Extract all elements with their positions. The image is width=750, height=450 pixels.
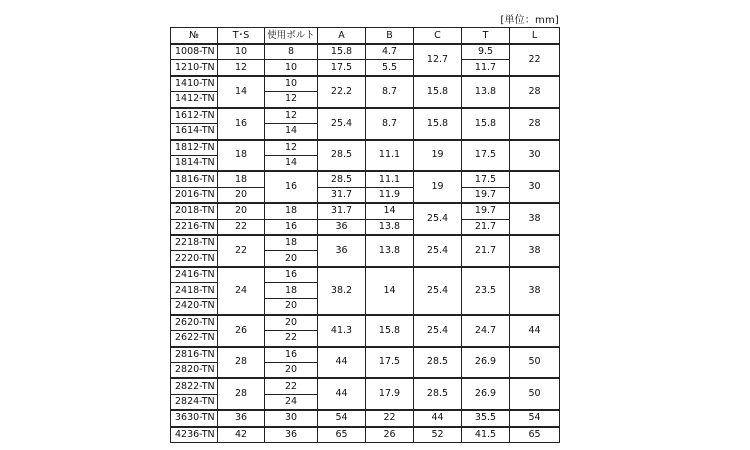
part-no-cell: 2420-TN [171, 299, 218, 315]
t-cell: 13.8 [462, 76, 510, 108]
bolt-cell: 30 [265, 410, 318, 426]
part-no-cell: 3630-TN [171, 410, 218, 426]
ts-cell: 28 [218, 347, 265, 379]
a-cell: 28.5 [318, 140, 366, 172]
l-cell: 22 [510, 44, 560, 76]
part-no-cell: 2418-TN [171, 283, 218, 299]
ts-cell: 20 [218, 203, 265, 219]
t-cell: 17.5 [462, 171, 510, 187]
ts-cell: 18 [218, 140, 265, 172]
b-cell: 11.1 [366, 171, 414, 187]
bolt-cell: 16 [265, 347, 318, 363]
t-cell: 21.7 [462, 219, 510, 235]
a-cell: 44 [318, 378, 366, 410]
ts-cell: 22 [218, 219, 265, 235]
table-row [171, 140, 560, 156]
spec-table [170, 27, 560, 443]
b-cell: 14 [366, 203, 414, 219]
a-cell: 54 [318, 410, 366, 426]
l-cell: 38 [510, 203, 560, 235]
ts-cell: 12 [218, 60, 265, 76]
part-no-cell: 2816-TN [171, 347, 218, 363]
l-cell: 50 [510, 378, 560, 410]
a-cell: 22.2 [318, 76, 366, 108]
a-cell: 15.8 [318, 44, 366, 60]
bolt-cell: 20 [265, 315, 318, 331]
ts-cell: 22 [218, 235, 265, 267]
part-no-cell: 2220-TN [171, 251, 218, 267]
header-b: B [366, 28, 414, 45]
c-cell: 25.4 [414, 315, 462, 347]
bolt-cell: 18 [265, 203, 318, 219]
bolt-cell: 14 [265, 155, 318, 171]
part-no-cell: 1412-TN [171, 92, 218, 108]
bolt-cell: 12 [265, 92, 318, 108]
b-cell: 22 [366, 410, 414, 426]
part-no-cell: 1614-TN [171, 124, 218, 140]
ts-cell: 36 [218, 410, 265, 426]
a-cell: 17.5 [318, 60, 366, 76]
t-cell: 11.7 [462, 60, 510, 76]
l-cell: 50 [510, 347, 560, 379]
t-cell: 41.5 [462, 427, 510, 443]
a-cell: 25.4 [318, 108, 366, 140]
c-cell: 19 [414, 171, 462, 203]
c-cell: 52 [414, 427, 462, 443]
a-cell: 31.7 [318, 203, 366, 219]
bolt-cell: 10 [265, 60, 318, 76]
a-cell: 41.3 [318, 315, 366, 347]
header-l: L [510, 28, 560, 45]
a-cell: 28.5 [318, 171, 366, 187]
part-no-cell: 2216-TN [171, 219, 218, 235]
part-no-cell: 1410-TN [171, 76, 218, 92]
part-no-cell: 2620-TN [171, 315, 218, 331]
table-row [171, 267, 560, 283]
header-ts: T･S [218, 28, 265, 45]
l-cell: 54 [510, 410, 560, 426]
part-no-cell: 2218-TN [171, 235, 218, 251]
t-cell: 21.7 [462, 235, 510, 267]
table-row [171, 219, 560, 235]
bolt-cell: 12 [265, 140, 318, 156]
part-no-cell: 1210-TN [171, 60, 218, 76]
c-cell: 25.4 [414, 203, 462, 235]
table-row [171, 108, 560, 124]
unit-note: [単位：mm] [500, 15, 559, 26]
header-t: T [462, 28, 510, 45]
ts-cell: 26 [218, 315, 265, 347]
bolt-cell: 12 [265, 108, 318, 124]
table-row [171, 347, 560, 363]
c-cell: 25.4 [414, 235, 462, 267]
header-bolt: 使用ボルト [265, 28, 318, 45]
t-cell: 15.8 [462, 108, 510, 140]
b-cell: 5.5 [366, 60, 414, 76]
c-cell: 12.7 [414, 44, 462, 76]
ts-cell: 10 [218, 44, 265, 60]
table-body [171, 44, 560, 443]
table-row [171, 315, 560, 331]
b-cell: 11.1 [366, 140, 414, 172]
header-row [171, 28, 560, 45]
table-row [171, 378, 560, 394]
t-cell: 26.9 [462, 378, 510, 410]
bolt-cell: 22 [265, 378, 318, 394]
a-cell: 36 [318, 219, 366, 235]
bolt-cell: 14 [265, 124, 318, 140]
bolt-cell: 18 [265, 235, 318, 251]
table-row [171, 235, 560, 251]
l-cell: 38 [510, 235, 560, 267]
c-cell: 44 [414, 410, 462, 426]
part-no-cell: 1816-TN [171, 171, 218, 187]
table-row [171, 203, 560, 219]
table-row [171, 410, 560, 426]
c-cell: 28.5 [414, 378, 462, 410]
bolt-cell: 22 [265, 331, 318, 347]
bolt-cell: 24 [265, 394, 318, 410]
part-no-cell: 1814-TN [171, 155, 218, 171]
l-cell: 30 [510, 171, 560, 203]
part-no-cell: 2018-TN [171, 203, 218, 219]
c-cell: 15.8 [414, 108, 462, 140]
l-cell: 44 [510, 315, 560, 347]
b-cell: 13.8 [366, 235, 414, 267]
part-no-cell: 2622-TN [171, 331, 218, 347]
header-a: A [318, 28, 366, 45]
a-cell: 31.7 [318, 187, 366, 203]
t-cell: 26.9 [462, 347, 510, 379]
a-cell: 65 [318, 427, 366, 443]
l-cell: 38 [510, 267, 560, 315]
ts-cell: 14 [218, 76, 265, 108]
ts-cell: 28 [218, 378, 265, 410]
t-cell: 24.7 [462, 315, 510, 347]
part-no-cell: 1612-TN [171, 108, 218, 124]
b-cell: 8.7 [366, 108, 414, 140]
bolt-cell: 16 [265, 267, 318, 283]
part-no-cell: 2016-TN [171, 187, 218, 203]
l-cell: 30 [510, 140, 560, 172]
b-cell: 11.9 [366, 187, 414, 203]
t-cell: 19.7 [462, 187, 510, 203]
ts-cell: 42 [218, 427, 265, 443]
ts-cell: 24 [218, 267, 265, 315]
b-cell: 8.7 [366, 76, 414, 108]
b-cell: 13.8 [366, 219, 414, 235]
t-cell: 19.7 [462, 203, 510, 219]
part-no-cell: 1008-TN [171, 44, 218, 60]
l-cell: 65 [510, 427, 560, 443]
a-cell: 38.2 [318, 267, 366, 315]
table-row [171, 76, 560, 92]
table-row [171, 171, 560, 187]
part-no-cell: 2416-TN [171, 267, 218, 283]
c-cell: 19 [414, 140, 462, 172]
t-cell: 17.5 [462, 140, 510, 172]
ts-cell: 18 [218, 171, 265, 187]
ts-cell: 16 [218, 108, 265, 140]
table-row [171, 427, 560, 443]
a-cell: 36 [318, 235, 366, 267]
bolt-cell: 8 [265, 44, 318, 60]
b-cell: 17.5 [366, 347, 414, 379]
a-cell: 44 [318, 347, 366, 379]
table-row [171, 44, 560, 60]
bolt-cell: 20 [265, 299, 318, 315]
table-row [171, 60, 560, 76]
part-no-cell: 2820-TN [171, 362, 218, 378]
part-no-cell: 2824-TN [171, 394, 218, 410]
c-cell: 15.8 [414, 76, 462, 108]
c-cell: 28.5 [414, 347, 462, 379]
table-row [171, 187, 560, 203]
b-cell: 26 [366, 427, 414, 443]
l-cell: 28 [510, 76, 560, 108]
t-cell: 35.5 [462, 410, 510, 426]
c-cell: 25.4 [414, 267, 462, 315]
b-cell: 14 [366, 267, 414, 315]
bolt-cell: 10 [265, 76, 318, 92]
bolt-cell: 18 [265, 283, 318, 299]
ts-cell: 20 [218, 187, 265, 203]
part-no-cell: 1812-TN [171, 140, 218, 156]
bolt-cell: 16 [265, 171, 318, 203]
bolt-cell: 20 [265, 362, 318, 378]
header-c: C [414, 28, 462, 45]
header-no: № [171, 28, 218, 45]
l-cell: 28 [510, 108, 560, 140]
b-cell: 17.9 [366, 378, 414, 410]
part-no-cell: 2822-TN [171, 378, 218, 394]
t-cell: 9.5 [462, 44, 510, 60]
t-cell: 23.5 [462, 267, 510, 315]
bolt-cell: 36 [265, 427, 318, 443]
part-no-cell: 4236-TN [171, 427, 218, 443]
b-cell: 4.7 [366, 44, 414, 60]
bolt-cell: 20 [265, 251, 318, 267]
b-cell: 15.8 [366, 315, 414, 347]
bolt-cell: 16 [265, 219, 318, 235]
